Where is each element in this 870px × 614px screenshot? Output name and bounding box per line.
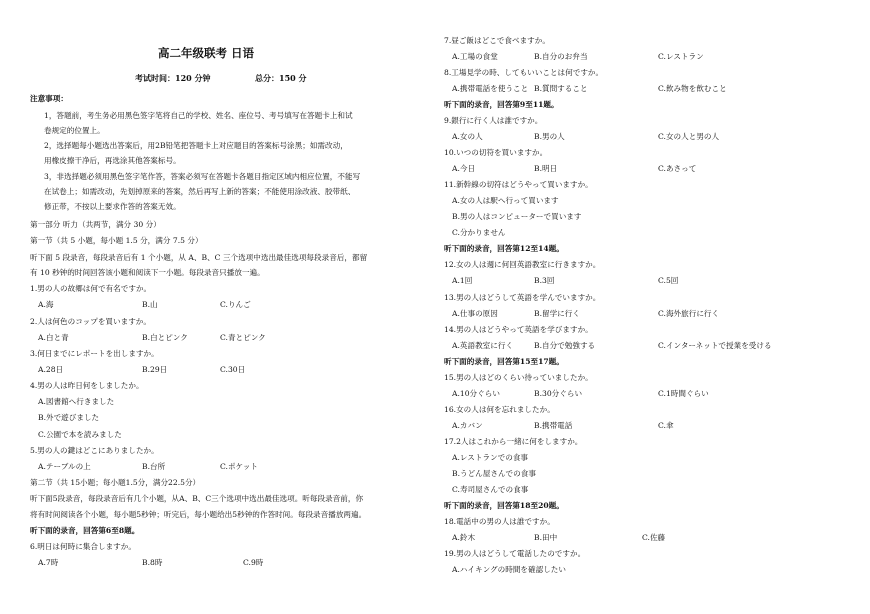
- option: B.30分ぐらい: [534, 389, 583, 398]
- option: C.ポケット: [220, 462, 258, 471]
- option: B.携帯電話: [534, 421, 573, 430]
- group-6-8-heading: 听下面的录音，回答第6至8题。: [30, 526, 140, 535]
- question-6: 6.明日は何時に集合しますか。: [30, 542, 136, 551]
- group-18-20-heading: 听下面的录音，回答第18至20题。: [444, 501, 564, 510]
- option: B.外で遊びました: [38, 413, 100, 422]
- option: B.男の人はコンピューターで買います: [452, 212, 582, 221]
- section-1-instructions-2: 有 10 秒钟的时间回答该小题和阅读下一小题。每段录音只播放一遍。: [30, 268, 265, 277]
- option: C.女の人と男の人: [658, 132, 720, 141]
- notice-2-line-1: 2，选择题每小题选出答案后，用2B铅笔把答题卡上对应题目的答案标号涂黑；如需改动，: [44, 141, 348, 150]
- question-11: 11.新幹線の切符はどうやって買いますか。: [444, 180, 593, 189]
- question-2: 2.人は何色のコップを買いますか。: [30, 317, 151, 326]
- option: C.傘: [658, 421, 674, 430]
- option: B.3回: [534, 276, 555, 285]
- option: B.質問すること: [534, 84, 588, 93]
- option: B.山: [142, 300, 158, 309]
- option: C.1時間ぐらい: [658, 389, 709, 398]
- group-9-11-heading: 听下面的录音，回答第9至11题。: [444, 100, 559, 109]
- section-2-instructions-1: 听下面5段录音，每段录音后有几个小题，从A、B、C三个选项中选出最佳选项。听每段录音前，你: [30, 494, 364, 503]
- question-15: 15.男の人はどのくらい待っていましたか。: [444, 373, 593, 382]
- option: C.飲み物を飲むこと: [658, 84, 727, 93]
- exam-time: 考试时间：120 分钟: [135, 73, 211, 83]
- option: A.1回: [452, 276, 473, 285]
- option: C.公園で本を読みました: [38, 430, 122, 439]
- option: C.りんご: [220, 300, 251, 309]
- question-7: 7.昼ご飯はどこで食べますか。: [444, 36, 550, 45]
- section-1-heading: 第一节（共 5 小题，每小题 1.5 分，满分 7.5 分）: [30, 236, 203, 245]
- part-1-heading: 第一部分 听力（共两节，满分 30 分）: [30, 220, 161, 229]
- option: C.佐藤: [642, 533, 666, 542]
- option: C.青とピンク: [220, 333, 266, 342]
- option: A.カバン: [452, 421, 483, 430]
- option: A.鈴木: [452, 533, 476, 542]
- option: A.レストランでの食事: [452, 453, 529, 462]
- option: A.女の人は駅へ行って買います: [452, 196, 559, 205]
- option: B.白とピンク: [142, 333, 188, 342]
- notice-3-line-1: 3，非选择题必须用黑色签字笔作答，答案必须写在答题卡各题目指定区域内相应位置，不能写: [44, 172, 361, 181]
- question-13: 13.男の人はどうして英語を学んでいますか。: [444, 293, 601, 302]
- option: B.自分のお弁当: [534, 52, 588, 61]
- option: B.自分で勉強する: [534, 341, 596, 350]
- option: A.仕事の原因: [452, 309, 498, 318]
- section-2-instructions-2: 将有时间阅读各个小题，每小题5秒钟；听完后，每小题给出5秒钟的作答时间。每段录音播放两遍。: [30, 510, 367, 519]
- option: B.台所: [142, 462, 166, 471]
- option: A.図書館へ行きました: [38, 397, 115, 406]
- option: B.男の人: [534, 132, 565, 141]
- total-score: 总分：150 分: [255, 73, 307, 83]
- section-2-heading: 第二节（共 15小题；每小题1.5分，满分22.5分）: [30, 478, 201, 487]
- notice-1-line-1: 1，答题前，考生务必用黑色签字笔将自己的学校、姓名、座位号、考号填写在答题卡上和试: [44, 111, 353, 120]
- question-5: 5.男の人の鍵はどこにありましたか。: [30, 446, 159, 455]
- section-1-instructions-1: 听下面 5 段录音，每段录音后有 1 个小题，从 A、B、C 三个选项中选出最佳选项每段录音后，都留: [30, 253, 368, 262]
- notice-3-line-2: 在试卷上；如需改动，先划掉原来的答案，然后再写上新的答案；不能使用涂改液、胶带纸、: [44, 187, 356, 196]
- option: B.うどん屋さんでの食事: [452, 469, 536, 478]
- option: C.あさって: [658, 164, 697, 173]
- notice-heading: 注意事项：: [30, 94, 68, 103]
- option: A.ハイキングの時間を確認したい: [452, 565, 566, 574]
- option: C.インターネットで授業を受ける: [658, 341, 772, 350]
- option: B.留学に行く: [534, 309, 580, 318]
- question-19: 19.男の人はどうして電話したのですか。: [444, 549, 586, 558]
- option: A.10分ぐらい: [452, 389, 500, 398]
- option: B.29日: [142, 365, 168, 374]
- option: B.田中: [534, 533, 558, 542]
- group-12-14-heading: 听下面的录音，回答第12至14题。: [444, 244, 564, 253]
- question-8: 8.工場見学の時、してもいいことは何ですか。: [444, 68, 604, 77]
- question-12: 12.女の人は週に何回英語教室に行きますか。: [444, 260, 601, 269]
- option: A.女の人: [452, 132, 483, 141]
- option: C.5回: [658, 276, 679, 285]
- option: A.海: [38, 300, 54, 309]
- option: B.明日: [534, 164, 558, 173]
- option: A.今日: [452, 164, 476, 173]
- option: C.海外旅行に行く: [658, 309, 720, 318]
- option: C.9時: [243, 558, 264, 567]
- exam-title: 高二年级联考 日语: [158, 46, 255, 60]
- question-10: 10.いつの切符を買いますか。: [444, 148, 548, 157]
- option: A.工場の食堂: [452, 52, 498, 61]
- option: A.携帯電話を使うこと: [452, 84, 529, 93]
- question-1: 1.男の人の故郷は何で有名ですか。: [30, 284, 152, 293]
- option: A.28日: [38, 365, 64, 374]
- question-17: 17.2人はこれから一緒に何をしますか。: [444, 437, 583, 446]
- notice-3-line-3: 修正带，不按以上要求作答的答案无效。: [44, 202, 181, 211]
- group-15-17-heading: 听下面的录音，回答第15至17题。: [444, 357, 564, 366]
- notice-1-line-2: 卷规定的位置上。: [44, 126, 105, 135]
- option: A.白と青: [38, 333, 69, 342]
- question-14: 14.男の人はどうやって英語を学びますか。: [444, 325, 593, 334]
- question-18: 18.電話中の男の人は誰ですか。: [444, 517, 555, 526]
- option: C.30日: [220, 365, 246, 374]
- option: B.8時: [142, 558, 163, 567]
- option: C.分かりません: [452, 228, 506, 237]
- question-4: 4.男の人は昨日何をしましたか。: [30, 381, 144, 390]
- option: A.英語教室に行く: [452, 341, 514, 350]
- question-9: 9.銀行に行く人は誰ですか。: [444, 116, 543, 125]
- notice-2-line-2: 用橡皮擦干净后，再选涂其他答案标号。: [44, 156, 181, 165]
- option: A.テーブルの上: [38, 462, 91, 471]
- option: C.寿司屋さんでの食事: [452, 485, 529, 494]
- option: C.レストラン: [658, 52, 704, 61]
- option: A.7時: [38, 558, 59, 567]
- question-3: 3.何日までにレポートを出しますか。: [30, 349, 159, 358]
- question-16: 16.女の人は何を忘れましたか。: [444, 405, 555, 414]
